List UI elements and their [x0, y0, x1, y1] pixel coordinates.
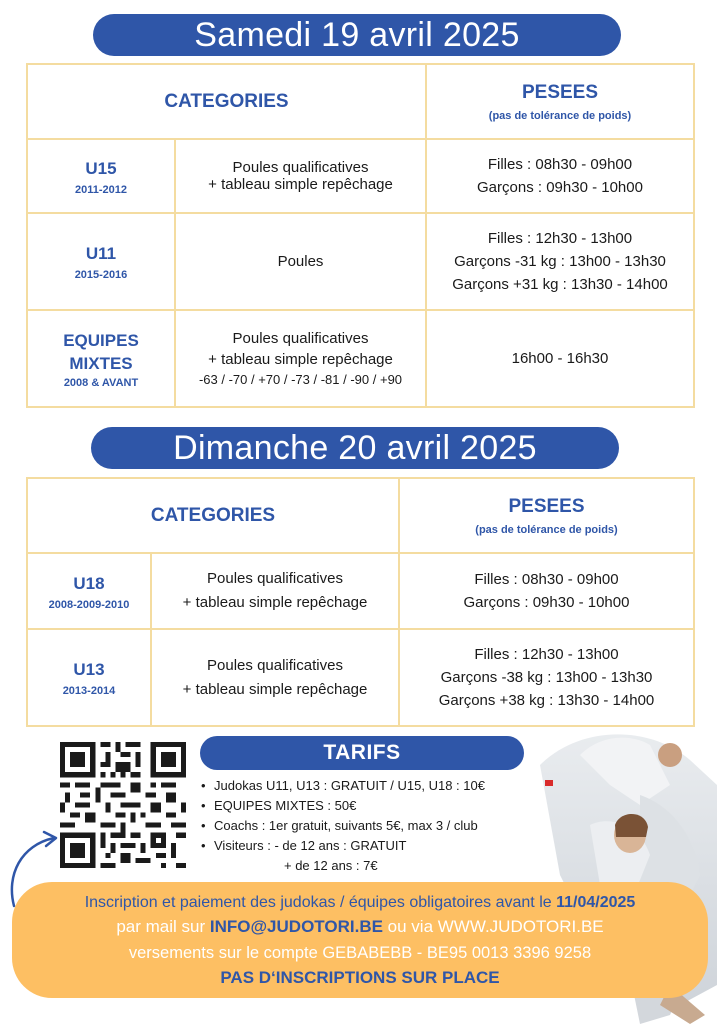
category-name: U13	[73, 660, 105, 679]
website-link[interactable]: ou via WWW.JUDOTORI.BE	[382, 917, 604, 936]
weigh-in-time: Filles : 12h30 - 13h00	[474, 646, 619, 663]
format-line: Poules qualificatives	[232, 159, 369, 176]
category-name: U11	[85, 244, 117, 263]
table-header-row	[27, 64, 694, 139]
table-row	[27, 310, 694, 407]
sunday-schedule-table	[26, 477, 695, 727]
tarifs-list	[200, 776, 540, 876]
format-line: + tableau simple repêchage	[182, 680, 368, 698]
category-years: 2013-2014	[62, 685, 116, 697]
table-row	[27, 629, 694, 726]
table-row	[27, 553, 694, 629]
category-years: 2011-2012	[75, 183, 127, 196]
list-item: • Judokas U11, U13 : GRATUIT / U15, U18 : 10€	[200, 776, 540, 796]
bank-account: versements sur le compte GEBABEBB - BE95 0013 3396 9258	[128, 944, 592, 962]
category-years: 2015-2016	[74, 269, 128, 281]
pesees-header: PESEES	[521, 81, 599, 103]
saturday-schedule-table	[26, 63, 695, 408]
tarifs-title: TARIFS	[200, 736, 524, 770]
weigh-in-time: Garçons -38 kg : 13h00 - 13h30	[440, 669, 653, 686]
category-name: U15	[85, 158, 117, 178]
format-line: Poules	[277, 252, 324, 270]
deadline-text: Inscription et paiement des judokas / équipes obligatoires avant le	[84, 894, 557, 911]
weigh-in-time: 16h00 - 16h30	[511, 350, 609, 367]
table-row	[27, 213, 694, 310]
format-line: -63 / -70 / +70 / -73 / -81 / -90 / +90	[198, 372, 403, 387]
format-line: + tableau simple repêchage	[182, 594, 368, 611]
registration-deadline	[12, 894, 708, 912]
format-line: + tableau simple repêchage	[208, 351, 393, 368]
format-line: + tableau simple repêchage	[208, 176, 393, 193]
weigh-in-time: Filles : 08h30 - 09h00	[474, 571, 619, 588]
table-header-row	[27, 478, 694, 553]
pesees-note: (pas de tolérance de poids)	[488, 109, 632, 122]
list-item: • Visiteurs : - de 12 ans : GRATUIT	[200, 836, 540, 856]
sunday-title: Dimanche 20 avril 2025	[91, 427, 619, 469]
list-item: • Coachs : 1er gratuit, suivants 5€, max 3 / club	[200, 816, 540, 836]
contact-line	[12, 917, 708, 937]
format-line: Poules qualificatives	[232, 330, 369, 347]
weigh-in-time: Filles : 12h30 - 13h00	[487, 230, 633, 247]
qr-code-icon[interactable]	[60, 742, 186, 868]
pesees-note: (pas de tolérance de poids)	[475, 523, 618, 536]
list-item: • EQUIPES MIXTES : 50€	[200, 796, 540, 816]
email-link[interactable]: INFO@JUDOTORI.BE	[209, 917, 383, 936]
format-line: Poules qualificatives	[207, 570, 343, 587]
weigh-in-time: Garçons +31 kg : 13h30 - 14h00	[452, 276, 668, 293]
category-years: 2008-2009-2010	[48, 598, 130, 611]
weigh-in-time: Garçons : 09h30 - 10h00	[463, 594, 630, 611]
weigh-in-time: Garçons : 09h30 - 10h00	[477, 179, 643, 196]
format-line: Poules qualificatives	[207, 656, 343, 674]
table-row	[27, 139, 694, 213]
no-onsite-registration: PAS D‘INSCRIPTIONS SUR PLACE	[220, 968, 500, 987]
pesees-header: PESEES	[508, 495, 585, 517]
categories-header: CATEGORIES	[150, 504, 276, 526]
category-name: EQUIPES	[63, 330, 139, 350]
weigh-in-time: Garçons -31 kg : 13h00 - 13h30	[454, 253, 666, 270]
list-item: + de 12 ans : 7€	[284, 858, 378, 873]
categories-header: CATEGORIES	[164, 90, 289, 112]
registration-info-box	[12, 882, 708, 998]
saturday-title: Samedi 19 avril 2025	[93, 14, 621, 56]
category-name: U18	[73, 573, 105, 593]
weigh-in-time: Garçons +38 kg : 13h30 - 14h00	[438, 692, 655, 709]
weigh-in-time: Filles : 08h30 - 09h00	[487, 156, 633, 173]
category-years: 2008 & AVANT	[63, 376, 139, 389]
category-name: MIXTES	[69, 353, 133, 373]
deadline-date: 11/04/2025	[556, 894, 636, 911]
contact-prefix: par mail sur	[116, 917, 210, 936]
